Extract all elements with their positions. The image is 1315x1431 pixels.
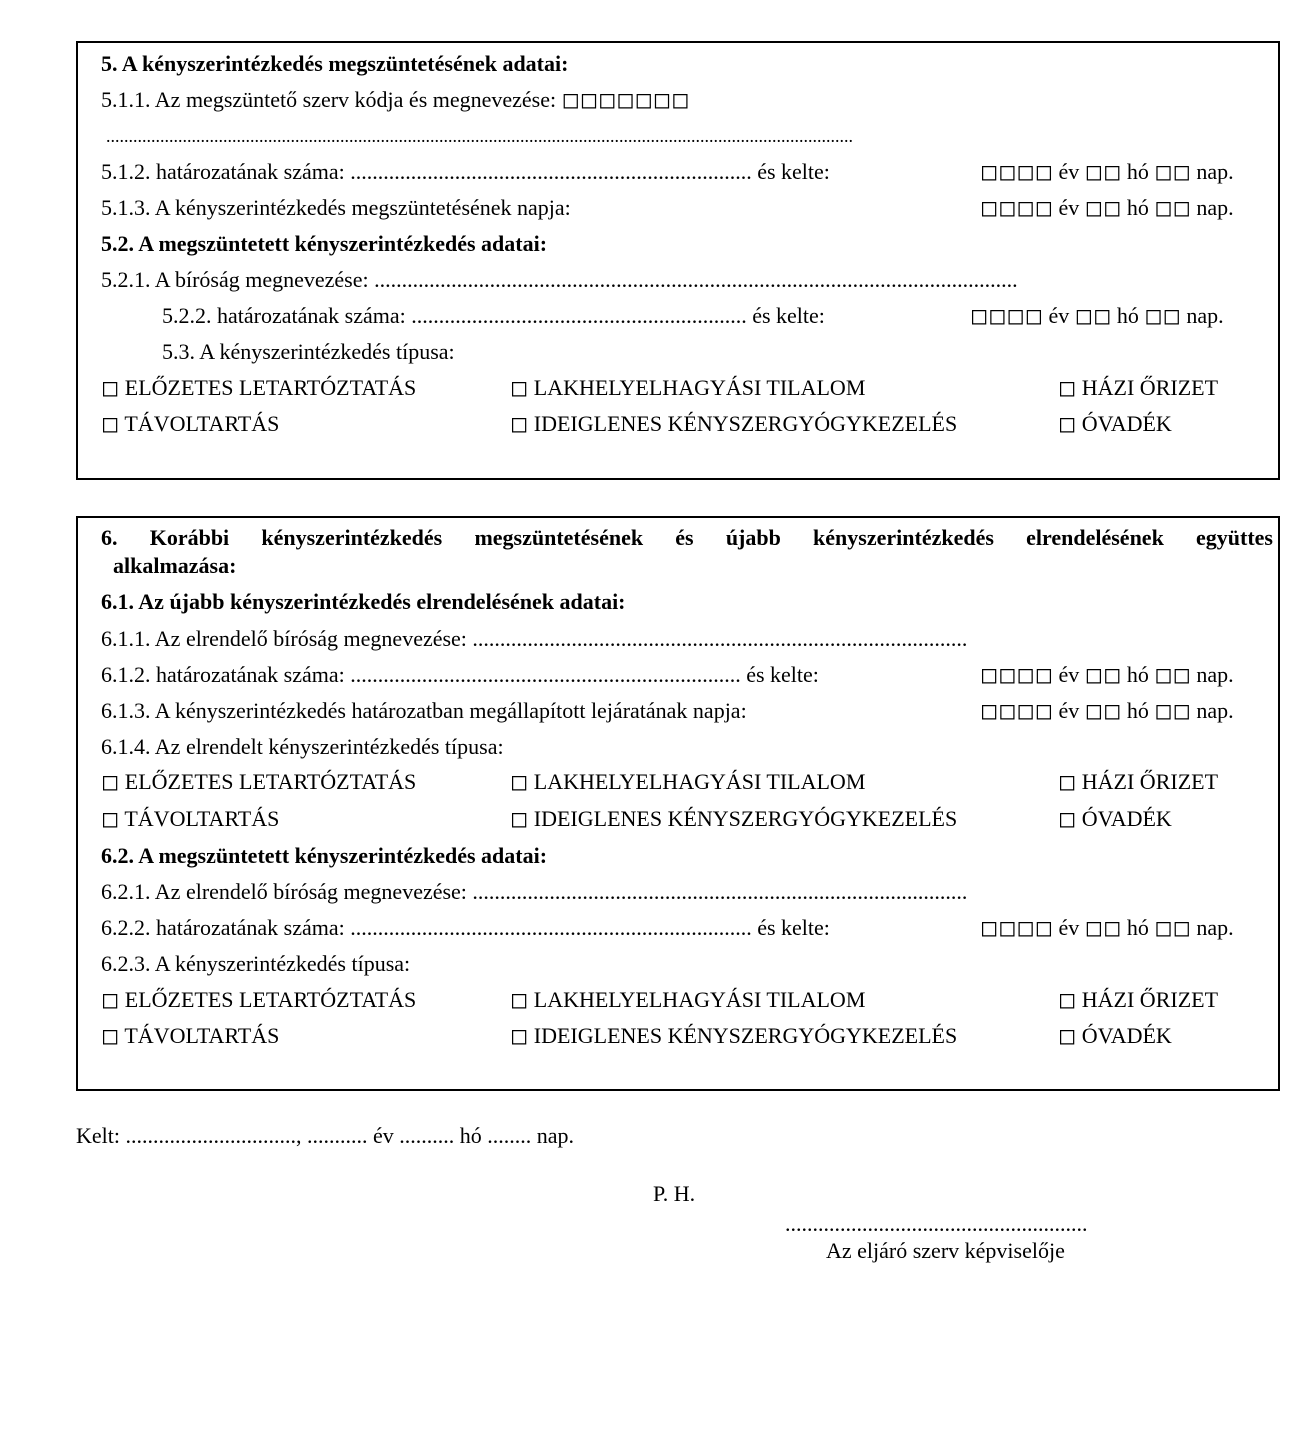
section-6-title-cont: alkalmazása: [113, 553, 237, 578]
checkbox-lakhely-62[interactable]: ◻ LAKHELYELHAGYÁSI TILALOM [510, 987, 866, 1012]
checkbox-lakhely-5[interactable]: ◻ LAKHELYELHAGYÁSI TILALOM [510, 375, 866, 400]
field-6-1-4: 6.1.4. Az elrendelt kényszerintézkedés típusa: [101, 734, 504, 759]
checkbox-ideiglenes-62[interactable]: ◻ IDEIGLENES KÉNYSZERGYÓGYKEZELÉS [510, 1023, 958, 1048]
section-5-title: 5. A kényszerintézkedés megszüntetésének adatai: [101, 51, 569, 76]
section-6-2-title: 6.2. A megszüntetett kényszerintézkedés adatai: [101, 843, 548, 868]
checkbox-elozetes-61[interactable]: ◻ ELŐZETES LETARTÓZTATÁS [101, 769, 417, 794]
checkbox-ovadek-61[interactable]: ◻ ÓVADÉK [1058, 806, 1172, 831]
field-6-2-3: 6.2.3. A kényszerintézkedés típusa: [101, 951, 411, 976]
field-6-2-1[interactable]: 6.2.1. Az elrendelő bíróság megnevezése: .......................................................................................... [101, 879, 968, 904]
field-6-1-3: 6.1.3. A kényszerintézkedés határozatban megállapított lejáratának napja: [101, 698, 747, 723]
date-5-1-3[interactable]: ◻◻◻◻ év ◻◻ hó ◻◻ nap. [980, 195, 1234, 220]
field-5-3: 5.3. A kényszerintézkedés típusa: [162, 339, 455, 364]
date-6-2-2[interactable]: ◻◻◻◻ év ◻◻ hó ◻◻ nap. [980, 915, 1234, 940]
section-5-2-title: 5.2. A megszüntetett kényszerintézkedés adatai: [101, 231, 548, 256]
section-6-title: 6. Korábbi kényszerintézkedés megszüntetésének és újabb kényszerintézkedés elrendelésének együttes [101, 525, 1273, 550]
field-5-1-2[interactable]: 5.1.2. határozatának száma: ......................................................................... és kelte: [101, 159, 830, 184]
signature-label: Az eljáró szerv képviselője [826, 1238, 1065, 1263]
field-6-1-1[interactable]: 6.1.1. Az elrendelő bíróság megnevezése: .......................................................................................... [101, 626, 968, 651]
field-6-1-2[interactable]: 6.1.2. határozatának száma: ....................................................................... és kelte: [101, 662, 819, 687]
date-5-2-2[interactable]: ◻◻◻◻ év ◻◻ hó ◻◻ nap. [970, 303, 1224, 328]
checkbox-elozetes-5[interactable]: ◻ ELŐZETES LETARTÓZTATÁS [101, 375, 417, 400]
field-5-1-1[interactable]: 5.1.1. Az megszüntető szerv kódja és megnevezése: ◻◻◻◻◻◻◻ [101, 87, 690, 112]
checkbox-hazi-5[interactable]: ◻ HÁZI ŐRIZET [1058, 375, 1219, 400]
checkbox-tavoltartas-62[interactable]: ◻ TÁVOLTARTÁS [101, 1023, 280, 1048]
ph-stamp-label: P. H. [653, 1181, 696, 1206]
date-5-1-2[interactable]: ◻◻◻◻ év ◻◻ hó ◻◻ nap. [980, 159, 1234, 184]
section-6-1-title: 6.1. Az újabb kényszerintézkedés elrendelésének adatai: [101, 589, 626, 614]
date-6-1-3[interactable]: ◻◻◻◻ év ◻◻ hó ◻◻ nap. [980, 698, 1234, 723]
checkbox-ovadek-62[interactable]: ◻ ÓVADÉK [1058, 1023, 1172, 1048]
field-5-1-1-dots[interactable]: ...................................................................................................................................................................... [106, 126, 853, 146]
field-5-2-2[interactable]: 5.2.2. határozatának száma: ............................................................. és kelte: [162, 303, 825, 328]
checkbox-ideiglenes-61[interactable]: ◻ IDEIGLENES KÉNYSZERGYÓGYKEZELÉS [510, 806, 958, 831]
field-5-2-1[interactable]: 5.2.1. A bíróság megnevezése: ..................................................................................................................... [101, 267, 1018, 292]
date-6-1-2[interactable]: ◻◻◻◻ év ◻◻ hó ◻◻ nap. [980, 662, 1234, 687]
checkbox-hazi-61[interactable]: ◻ HÁZI ŐRIZET [1058, 769, 1219, 794]
checkbox-ideiglenes-5[interactable]: ◻ IDEIGLENES KÉNYSZERGYÓGYKEZELÉS [510, 411, 958, 436]
checkbox-lakhely-61[interactable]: ◻ LAKHELYELHAGYÁSI TILALOM [510, 769, 866, 794]
checkbox-tavoltartas-61[interactable]: ◻ TÁVOLTARTÁS [101, 806, 280, 831]
checkbox-elozetes-62[interactable]: ◻ ELŐZETES LETARTÓZTATÁS [101, 987, 417, 1012]
signature-line[interactable]: ....................................................... [785, 1211, 1088, 1236]
checkbox-tavoltartas-5[interactable]: ◻ TÁVOLTARTÁS [101, 411, 280, 436]
checkbox-hazi-62[interactable]: ◻ HÁZI ŐRIZET [1058, 987, 1219, 1012]
kelt-line[interactable]: Kelt: ..............................., ........... év .......... hó ........ nap. [76, 1123, 575, 1148]
field-5-1-3: 5.1.3. A kényszerintézkedés megszüntetésének napja: [101, 195, 571, 220]
checkbox-ovadek-5[interactable]: ◻ ÓVADÉK [1058, 411, 1172, 436]
field-6-2-2[interactable]: 6.2.2. határozatának száma: ......................................................................... és kelte: [101, 915, 830, 940]
